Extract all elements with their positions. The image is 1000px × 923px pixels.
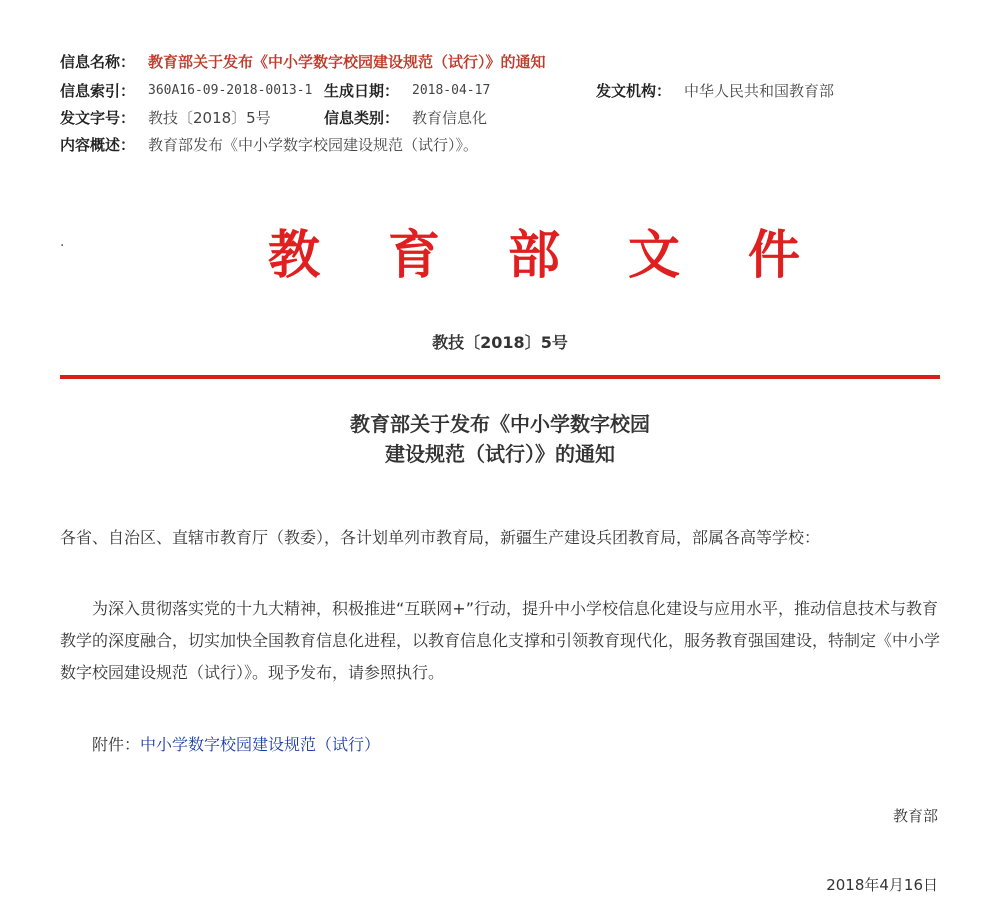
title-line-2: 建设规范（试行）》的通知 xyxy=(385,442,615,466)
document-header: 教育部文件 xyxy=(267,225,868,286)
meta-docno-label: 发文字号： xyxy=(60,109,136,127)
meta-name-value: 教育部关于发布《中小学数字校园建设规范（试行）》的通知 xyxy=(148,53,546,71)
signer: 教育部 xyxy=(892,807,938,825)
stray-dot: . xyxy=(60,234,65,250)
meta-summary-label: 内容概述： xyxy=(60,136,136,154)
sign-date: 2018年4月16日 xyxy=(826,876,938,894)
salutation: 各省、自治区、直辖市教育厅（教委），各计划单列市教育局，新疆生产建设兵团教育局，部属各高等学校： xyxy=(60,528,821,547)
meta-org-label: 发文机构： xyxy=(596,82,672,100)
document-title xyxy=(0,409,1000,469)
meta-category-value: 教育信息化 xyxy=(412,109,488,127)
attachment-link[interactable]: 中小学数字校园建设规范（试行） xyxy=(140,735,381,754)
meta-index-value: 360A16-09-2018-0013-1 xyxy=(148,83,313,98)
attachment-line xyxy=(60,729,940,761)
red-divider xyxy=(60,375,940,379)
body-paragraph: 为深入贯彻落实党的十九大精神，积极推进“互联网+”行动，提升中小学校信息化建设与应用水平，推动信息技术与教育教学的深度融合，切实加快全国教育信息化进程，以教育信息化支撑和引领教育现代化，服务教育强国建设，特制定《中小学数字校园建设规范（试行）》。现予发布，请参照执行。 xyxy=(60,599,941,682)
title-line-1: 教育部关于发布《中小学数字校园 xyxy=(350,412,650,436)
attachment-label: 附件： xyxy=(92,735,141,754)
meta-category-label: 信息类别： xyxy=(324,109,400,127)
meta-date-value: 2018-04-17 xyxy=(412,83,491,98)
meta-date-label: 生成日期： xyxy=(324,82,400,100)
meta-name-label: 信息名称： xyxy=(60,53,136,71)
meta-org-value: 中华人民共和国教育部 xyxy=(684,82,835,100)
meta-summary-value: 教育部发布《中小学数字校园建设规范（试行）》。 xyxy=(148,136,479,154)
document-number: 教技〔2018〕5号 xyxy=(432,333,568,352)
meta-docno-value: 教技〔2018〕5号 xyxy=(148,109,271,127)
meta-index-label: 信息索引： xyxy=(60,82,136,100)
